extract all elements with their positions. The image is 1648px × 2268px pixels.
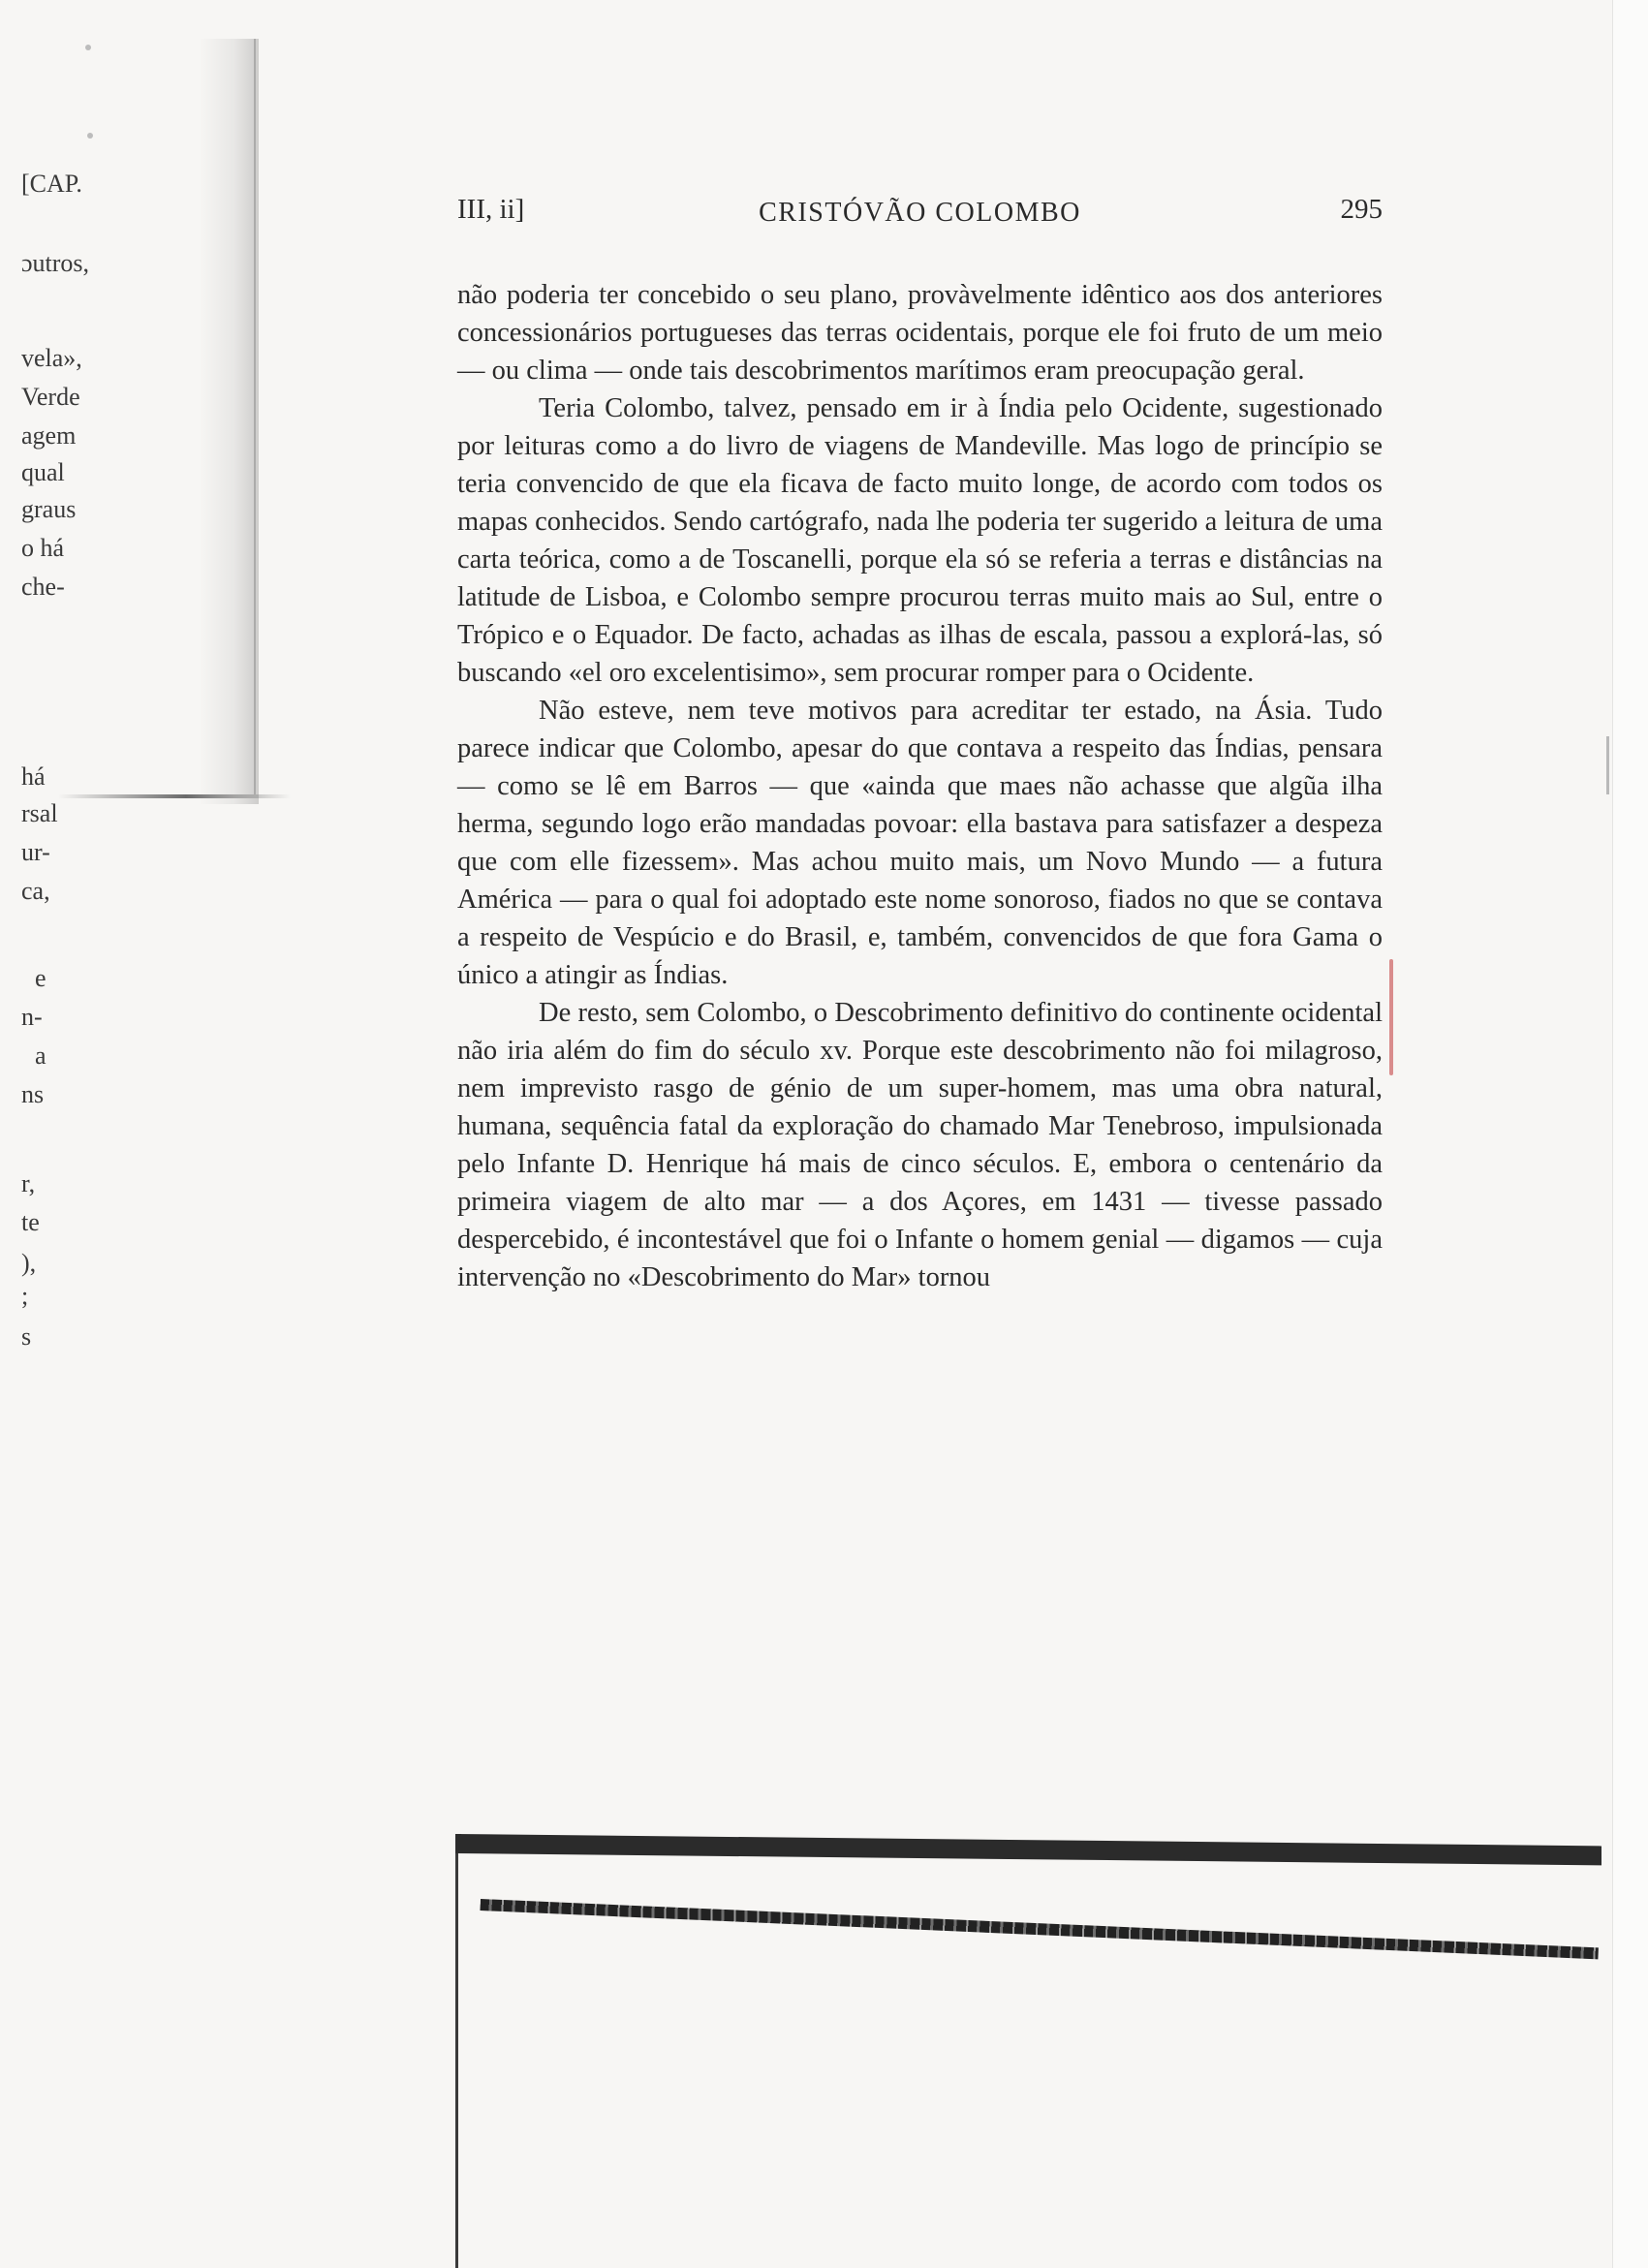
facing-page-word: ), xyxy=(21,1249,37,1277)
paragraph: De resto, sem Colombo, o Descobrimento definitivo do continente ocidental não iria além do fim do século xv. Porque este descobrimento não foi milagroso, nem imprevisto rasgo de génio de um super-homem, mas uma obra natural, humana, sequência fatal da exploração do chamado Mar Tenebroso, impulsionada pelo Infante D. Henrique há mais de cinco séculos. E, embora o centenário da primeira viagem de alto mar — a dos Açores, em 1431 — tivesse passado despercebido, é incontestável que foi o Infante o homem genial — digamos — cuja intervenção no «Descobrimento do Mar» tornou xyxy=(457,998,1383,1292)
page-number: 295 xyxy=(1340,194,1383,225)
body-text xyxy=(457,276,1383,1296)
scanner-lid-corner xyxy=(455,1834,461,1848)
book-gutter-line xyxy=(254,39,256,794)
facing-page-word: te xyxy=(21,1208,40,1236)
facing-page-word: vela», xyxy=(21,344,82,372)
facing-page-word: che- xyxy=(21,573,65,601)
facing-page-word: r, xyxy=(21,1169,36,1197)
book-gutter-shadow xyxy=(199,39,259,804)
scanner-lid-edge xyxy=(455,1836,1604,2268)
paragraph: Teria Colombo, talvez, pensado em ir à Índia pelo Ocidente, sugestionado por leituras como a do livro de viagens de Mandeville. Mas logo de princípio se teria convencido de que ela ficava de facto muito longe, de acordo com todos os mapas conhecidos. Sendo cartógrafo, nada lhe poderia ter sugerido a leitura de uma carta teórica, como a de Toscanelli, porque ela só se referia a terras e distâncias na latitude de Lisboa, e Colombo sempre procurou terras muito mais ao Sul, entre o Trópico e o Equador. De facto, achadas as ilhas de escala, passou a explorá-las, só buscando «el oro excelentisimo», sem procurar romper para o Ocidente. xyxy=(457,393,1383,688)
facing-page-word: há xyxy=(21,762,46,791)
red-margin-mark xyxy=(1389,959,1393,1075)
facing-page-word: o há xyxy=(21,534,65,562)
gutter-bottom-smudge xyxy=(58,794,291,798)
section-reference: III, ii] xyxy=(457,194,525,225)
facing-page-word: ɔutros, xyxy=(21,249,90,277)
facing-page-word: n- xyxy=(21,1003,43,1031)
facing-page-word: qual xyxy=(21,458,65,486)
facing-page-word: ; xyxy=(21,1282,29,1310)
facing-page-word: a xyxy=(35,1041,47,1070)
scan-mark xyxy=(1606,736,1609,794)
facing-page-word: Verde xyxy=(21,383,80,411)
scan-speck xyxy=(85,45,91,50)
facing-page-word: rsal xyxy=(21,799,58,827)
facing-page-word: e xyxy=(35,964,47,992)
facing-page-word: ca, xyxy=(21,877,50,905)
running-head xyxy=(457,194,1383,233)
facing-page-word: graus xyxy=(21,495,77,523)
paragraph: não poderia ter concebido o seu plano, provàvelmente idêntico aos dos anteriores concessionários portugueses das terras ocidentais, porque ele foi fruto de um meio — ou clima — onde tais descobrimentos marítimos eram preocupação geral. xyxy=(457,280,1383,386)
page-right-edge xyxy=(1612,0,1648,2268)
facing-page-word: s xyxy=(21,1322,32,1351)
facing-page-word: agem xyxy=(21,421,77,450)
scan-speck xyxy=(87,133,93,139)
facing-page-word: [CAP. xyxy=(21,170,82,198)
paragraph: Não esteve, nem teve motivos para acreditar ter estado, na Ásia. Tudo parece indicar que Colombo, apesar do que contava a respeito das Índias, pensara — como se lê em Barros — que «ainda que maes não achasse que algũa ilha herma, segundo logo erão mandadas povoar: ella bastava para satisfazer a despeza que com elle fizessem». Mas achou muito mais, um Novo Mundo — a futura América — para o qual foi adoptado este nome sonoroso, fiados no que se contava a respeito de Vespúcio e do Brasil, e, também, convencidos de que fora Gama o único a atingir as Índias. xyxy=(457,696,1383,990)
facing-page-word: ns xyxy=(21,1080,45,1108)
facing-page-word: ur- xyxy=(21,838,50,866)
running-title: CRISTÓVÃO COLOMBO xyxy=(759,198,1081,228)
